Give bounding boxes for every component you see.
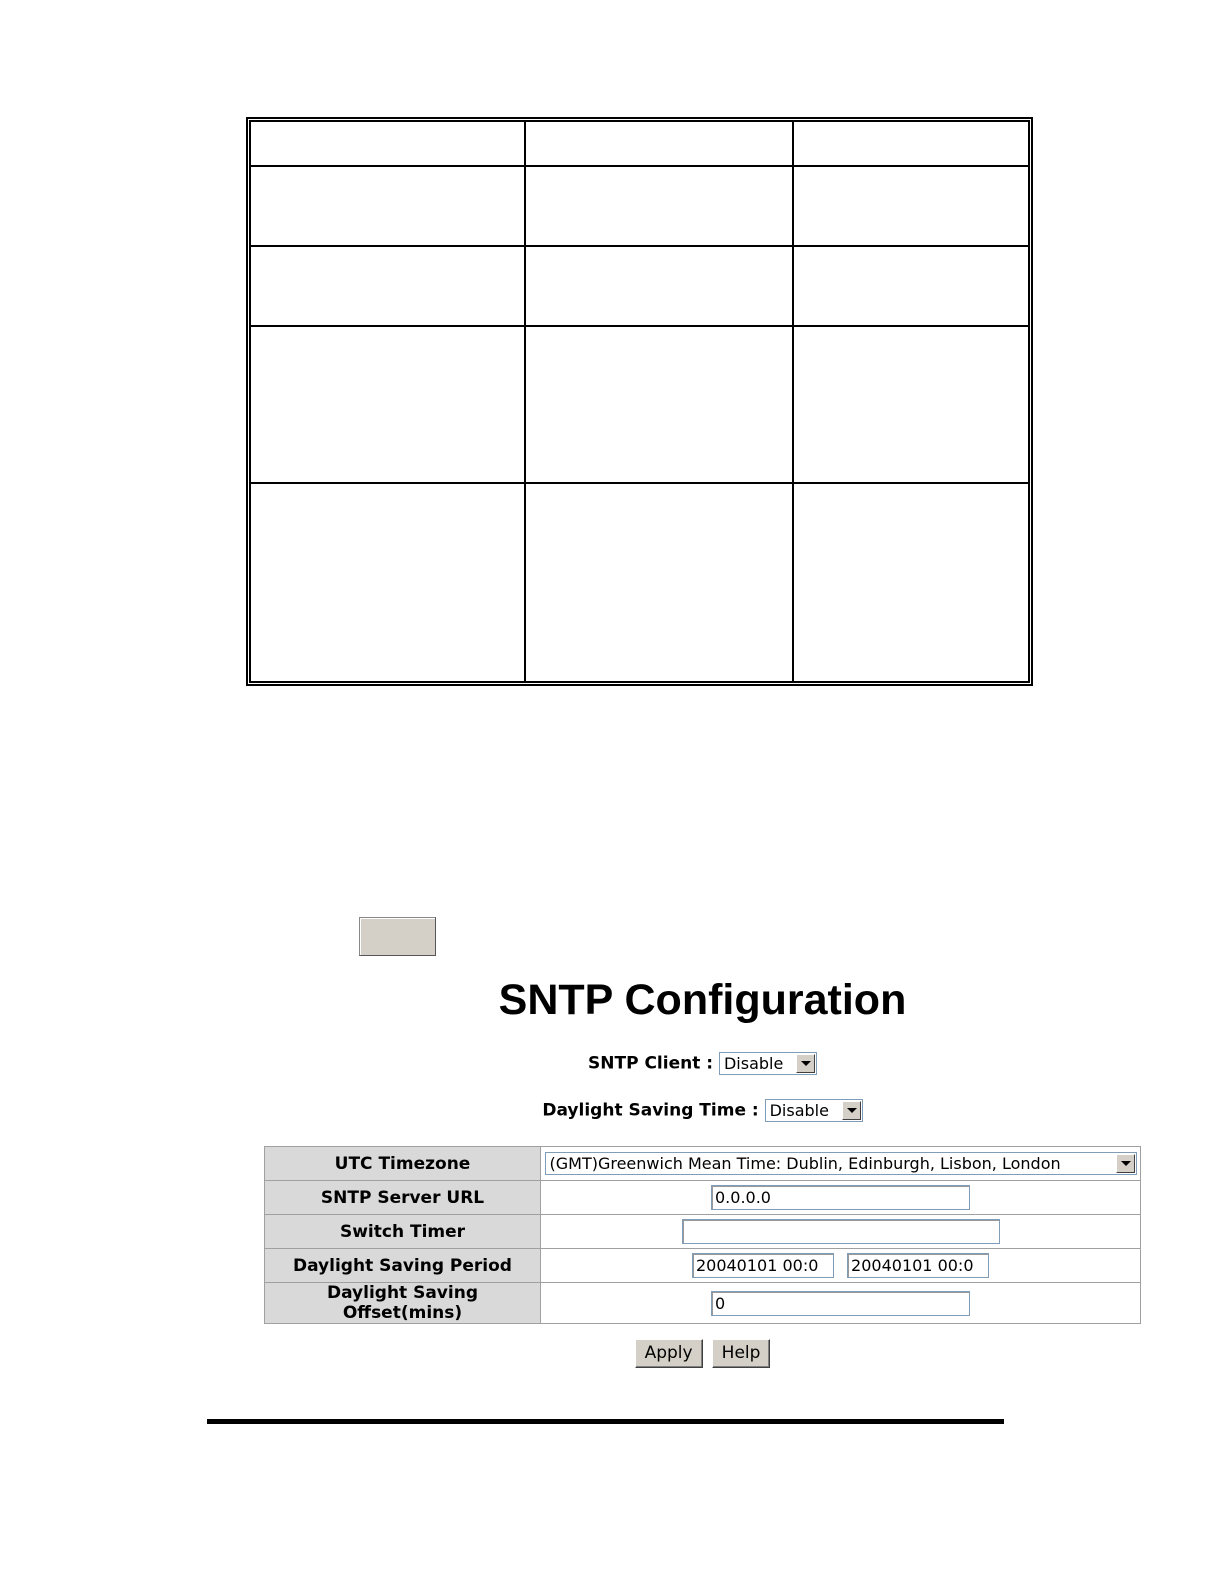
- switch-timer-cell: [541, 1215, 1141, 1249]
- table-cell: [525, 326, 793, 483]
- daylight-saving-offset-cell: [541, 1283, 1141, 1324]
- sntp-client-select[interactable]: [719, 1052, 817, 1075]
- chevron-down-icon: [796, 1054, 815, 1073]
- sntp-config-table: [264, 1146, 1141, 1324]
- table-cell: [251, 326, 525, 483]
- table-cell: [251, 246, 525, 326]
- table-cell: [251, 122, 525, 166]
- daylight-saving-period-label: Daylight Saving Period: [265, 1249, 541, 1283]
- sntp-client-value: Disable: [723, 1054, 784, 1073]
- daylight-saving-offset-input[interactable]: 0: [711, 1291, 970, 1316]
- table-cell: [251, 166, 525, 246]
- table-cell: [525, 122, 793, 166]
- table-cell: [525, 246, 793, 326]
- utc-timezone-cell: [541, 1147, 1141, 1181]
- blank-button[interactable]: [359, 917, 436, 956]
- sntp-server-url-label: SNTP Server URL: [265, 1181, 541, 1215]
- daylight-saving-time-value: Disable: [769, 1101, 829, 1120]
- help-button[interactable]: Help: [712, 1339, 771, 1368]
- daylight-saving-time-select[interactable]: [765, 1099, 863, 1122]
- divider: [207, 1419, 1004, 1424]
- chevron-down-icon: [1116, 1154, 1135, 1173]
- table-cell: [793, 483, 1028, 681]
- table-cell: [793, 246, 1028, 326]
- sntp-client-row: [0, 1052, 1225, 1075]
- apply-button[interactable]: Apply: [635, 1339, 703, 1368]
- table-cell: [793, 122, 1028, 166]
- sntp-server-url-cell: [541, 1181, 1141, 1215]
- chevron-down-icon: [842, 1101, 861, 1120]
- table-cell: [793, 326, 1028, 483]
- daylight-saving-time-label: Daylight Saving Time :: [542, 1100, 759, 1121]
- table-cell: [793, 166, 1028, 246]
- daylight-saving-period-cell: [541, 1249, 1141, 1283]
- table-row: [265, 1283, 1141, 1324]
- utc-timezone-select[interactable]: [545, 1152, 1137, 1175]
- empty-document-table: [246, 117, 1033, 686]
- table-cell: [525, 483, 793, 681]
- action-buttons: [0, 1339, 1225, 1368]
- daylight-saving-period-start-input[interactable]: 20040101 00:0: [692, 1253, 834, 1278]
- table-cell: [251, 483, 525, 681]
- table-cell: [525, 166, 793, 246]
- switch-timer-input[interactable]: [682, 1219, 1000, 1244]
- switch-timer-label: Switch Timer: [265, 1215, 541, 1249]
- utc-timezone-value: (GMT)Greenwich Mean Time: Dublin, Edinburgh, Lisbon, London: [549, 1154, 1061, 1173]
- daylight-saving-offset-label: Daylight Saving Offset(mins): [265, 1283, 541, 1324]
- sntp-server-url-input[interactable]: 0.0.0.0: [711, 1185, 970, 1210]
- table-row: [265, 1181, 1141, 1215]
- table-row: [265, 1147, 1141, 1181]
- utc-timezone-label: UTC Timezone: [265, 1147, 541, 1181]
- table-row: [265, 1215, 1141, 1249]
- table-row: [265, 1249, 1141, 1283]
- daylight-saving-time-row: [0, 1099, 1225, 1122]
- page-title: SNTP Configuration: [498, 976, 907, 1024]
- daylight-saving-period-end-input[interactable]: 20040101 00:0: [847, 1253, 989, 1278]
- sntp-client-label: SNTP Client :: [588, 1053, 714, 1074]
